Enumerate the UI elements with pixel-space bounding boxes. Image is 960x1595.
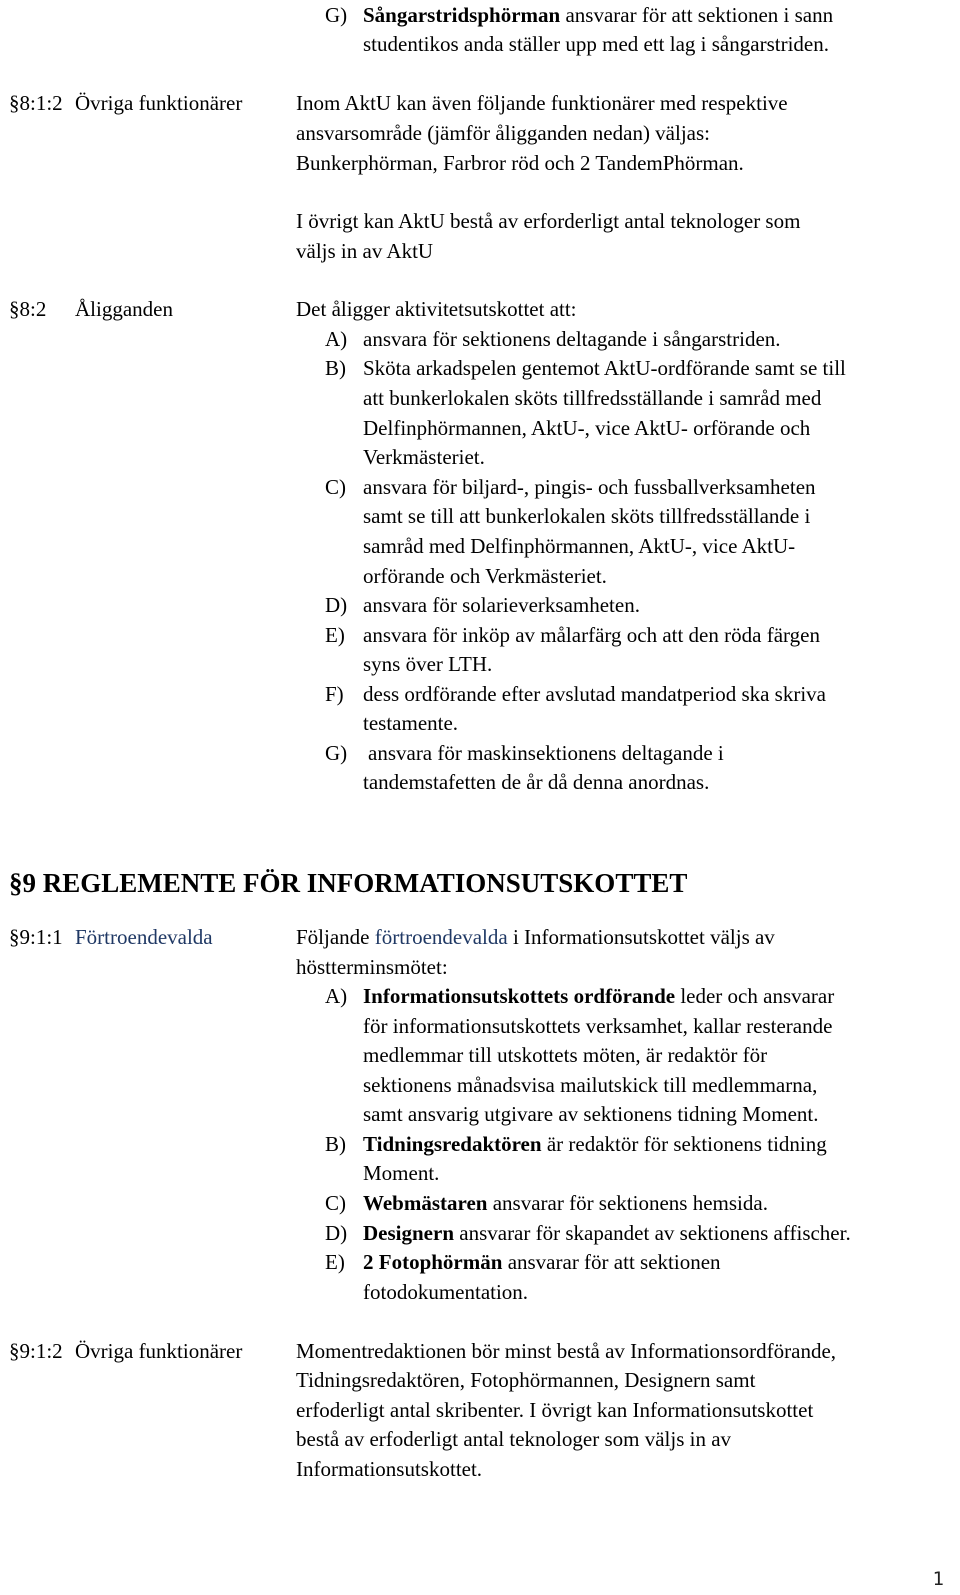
- list-item-text: samt se till att bunkerlokalen sköts tillfredsställande i: [363, 504, 811, 528]
- list-item-text: Designern ansvarar för skapandet av sektionens affischer.: [363, 1221, 851, 1245]
- paragraph-line: Momentredaktionen bör minst bestå av Informationsordförande,: [296, 1339, 837, 1363]
- section-number: §8:2: [9, 297, 47, 321]
- section-title: Övriga funktionärer: [75, 1339, 243, 1363]
- list-item-text: fotodokumentation.: [363, 1280, 529, 1304]
- list-letter: A): [325, 984, 348, 1008]
- list-item-text: samt ansvarig utgivare av sektionens tidning Moment.: [363, 1102, 819, 1126]
- list-letter: B): [325, 1132, 346, 1156]
- list-item-text: medlemmar till utskottets möten, är redaktör för: [363, 1043, 768, 1067]
- paragraph-line: väljs in av AktU: [296, 239, 434, 263]
- paragraph-line: bestå av erfoderligt antal teknologer som väljs in av: [296, 1427, 732, 1451]
- list-item-text: orförande och Verkmästeriet.: [363, 564, 607, 588]
- list-item-text: ansvara för biljard-, pingis- och fussballverksamheten: [363, 475, 816, 499]
- page-number: 1: [932, 1568, 944, 1590]
- list-item-text: 2 Fotophörmän ansvarar för att sektionen: [363, 1250, 721, 1274]
- section-title: Övriga funktionärer: [75, 91, 243, 115]
- list-item-text: samråd med Delfinphörmannen, AktU-, vice AktU-: [363, 534, 796, 558]
- paragraph-line: Bunkerphörman, Farbror röd och 2 TandemPhörman.: [296, 151, 744, 175]
- list-letter: C): [325, 475, 346, 499]
- section-title: Förtroendevalda: [75, 925, 213, 949]
- list-letter: C): [325, 1191, 346, 1215]
- list-item-text: dess ordförande efter avslutad mandatperiod ska skriva: [363, 682, 827, 706]
- list-letter: E): [325, 623, 345, 647]
- list-item-text: Tidningsredaktören är redaktör för sektionens tidning: [363, 1132, 827, 1156]
- section-number: §9:1:2: [9, 1339, 63, 1363]
- list-letter: F): [325, 682, 344, 706]
- list-item-text: ansvara för inköp av målarfärg och att den röda färgen: [363, 623, 820, 647]
- list-item-text: Verkmästeriet.: [363, 445, 485, 469]
- section-number: §9:1:1: [9, 925, 63, 949]
- list-letter: D): [325, 593, 348, 617]
- list-item-text: Sångarstridsphörman ansvarar för att sektionen i sann: [363, 3, 834, 27]
- list-letter: D): [325, 1221, 348, 1245]
- paragraph-line: Följande förtroendevalda i Informationsutskottet väljs av: [296, 925, 775, 949]
- list-item-text: tandemstafetten de år då denna anordnas.: [363, 770, 710, 794]
- list-item-text: ansvara för maskinsektionens deltagande i: [368, 741, 724, 765]
- list-item-text: Delfinphörmannen, AktU-, vice AktU- orförande och: [363, 416, 811, 440]
- paragraph-line: Inom AktU kan även följande funktionärer med respektive: [296, 91, 788, 115]
- list-letter: E): [325, 1250, 345, 1274]
- list-item-text: ansvara för solarieverksamheten.: [363, 593, 640, 617]
- section-title: Åligganden: [75, 297, 173, 321]
- list-item-text: sektionens månadsvisa mailutskick till medlemmarna,: [363, 1073, 818, 1097]
- list-item-text: ansvara för sektionens deltagande i sångarstriden.: [363, 327, 781, 351]
- list-letter: G): [325, 3, 348, 27]
- list-item-text: Moment.: [363, 1161, 440, 1185]
- paragraph-line: erfoderligt antal skribenter. I övrigt kan Informationsutskottet: [296, 1398, 814, 1422]
- paragraph-line: Informationsutskottet.: [296, 1457, 483, 1481]
- list-letter: G): [325, 741, 348, 765]
- section-number: §8:1:2: [9, 91, 63, 115]
- list-item-text: för informationsutskottets verksamhet, kallar resterande: [363, 1014, 833, 1038]
- list-item-text: Sköta arkadspelen gentemot AktU-ordförande samt se till: [363, 356, 846, 380]
- list-item-text: att bunkerlokalen sköts tillfredsställande i samråd med: [363, 386, 822, 410]
- list-item-text: Webmästaren ansvarar för sektionens hemsida.: [363, 1191, 768, 1215]
- list-item-text: studentikos anda ställer upp med ett lag i sångarstriden.: [363, 32, 829, 56]
- list-item-text: Informationsutskottets ordförande leder och ansvarar: [363, 984, 835, 1008]
- list-item-text: testamente.: [363, 711, 459, 735]
- paragraph-line: Tidningsredaktören, Fotophörmannen, Designern samt: [296, 1368, 756, 1392]
- chapter-heading: §9 REGLEMENTE FÖR INFORMATIONSUTSKOTTET: [9, 868, 688, 898]
- list-item-text: syns över LTH.: [363, 652, 493, 676]
- paragraph-line: I övrigt kan AktU bestå av erforderligt antal teknologer som: [296, 209, 801, 233]
- list-letter: B): [325, 356, 346, 380]
- list-letter: A): [325, 327, 348, 351]
- paragraph-line: ansvarsområde (jämför åligganden nedan) väljas:: [296, 121, 711, 145]
- paragraph-line: höstterminsmötet:: [296, 955, 448, 979]
- paragraph-line: Det åligger aktivitetsutskottet att:: [296, 297, 577, 321]
